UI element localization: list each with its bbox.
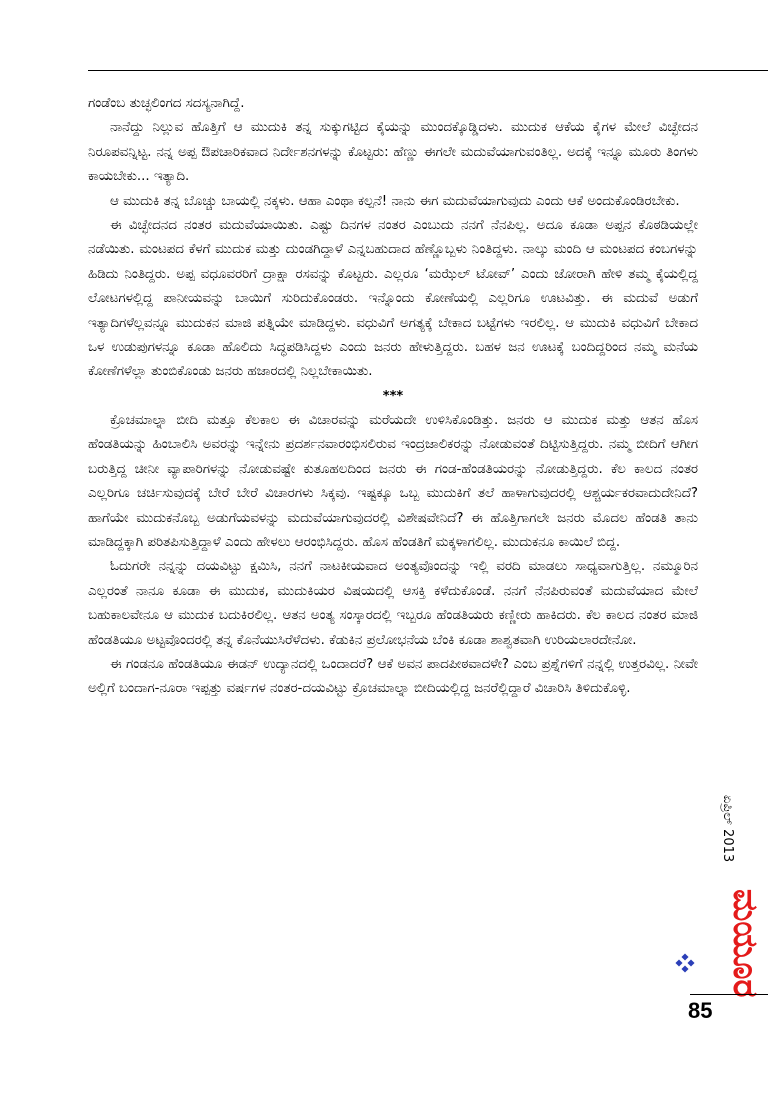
- article-paragraph-3: ಆ ಮುದುಕಿ ತನ್ನ ಬೊಚ್ಚು ಬಾಯಲ್ಲಿ ನಕ್ಕಳು. ಆಹಾ ಎಂಥಾ ಕಲ್ಪನೆ! ನಾನು ಈಗ ಮದುವೆಯಾಗುವುದು ಎಂದು ಆಕೆ ಅಂದುಕೊಂಡಿರಬೇಕು.: [110, 193, 680, 209]
- article-body: [88, 92, 698, 702]
- diamond-cluster-icon: [676, 954, 694, 972]
- diamond-bottom: [681, 965, 688, 972]
- issue-label: ಏಪ್ರಿಲ್ 2013: [720, 795, 735, 863]
- diamond-top: [681, 953, 688, 960]
- article-paragraph-2: ನಾನೆದ್ದು ನಿಲ್ಲುವ ಹೊತ್ತಿಗೆ ಆ ಮುದುಕಿ ತನ್ನ ಸುಕ್ಕುಗಟ್ಟಿದ ಕೈಯನ್ನು ಮುಂದಕ್ಕೊಡ್ಡಿದಳು. ಮುದುಕ ಆಕೆಯ ಕೈಗಳ ಮೇಲೆ ವಿಚ್ಛೇದನ ನಿರೂಪವನ್ನಿಟ್ಟ. ನನ್ನ ಅಪ್ಪ ಔಪಚಾರಿಕವಾದ ನಿರ್ದೇಶನಗಳನ್ನು ಕೊಟ್ಟರು: ಹೆಣ್ಣು ಈಗಲೇ ಮದುವೆಯಾಗುವಂತಿಲ್ಲ. ಅದಕ್ಕೆ ಇನ್ನೂ ಮೂರು ತಿಂಗಳು ಕಾಯಬೇಕು... ಇತ್ಯಾದಿ.: [88, 120, 698, 185]
- diamond-right: [687, 959, 694, 966]
- article-paragraph-4: ಈ ವಿಚ್ಛೇದನದ ನಂತರ ಮದುವೆಯಾಯಿತು. ಎಷ್ಟು ದಿನಗಳ ನಂತರ ಎಂಬುದು ನನಗೆ ನೆನಪಿಲ್ಲ. ಅದೂ ಕೂಡಾ ಅಪ್ಪನ ಕೊಠಡಿಯಲ್ಲೇ ನಡೆಯಿತು. ಮಂಟಪದ ಕೆಳಗೆ ಮುದುಕ ಮತ್ತು ದುಂಡಗಿದ್ದಾಳೆ ಎನ್ನಬಹುದಾದ ಹೆಣ್ಣೊಬ್ಬಳು ನಿಂತಿದ್ದಳು. ನಾಲ್ಕು ಮಂದಿ ಆ ಮಂಟಪದ ಕಂಬಗಳನ್ನು ಹಿಡಿದು ನಿಂತಿದ್ದರು. ಅಪ್ಪ ವಧೂವರರಿಗೆ ದ್ರಾಕ್ಷಾ ರಸವನ್ನು ಕೊಟ್ಟರು. ಎಲ್ಲರೂ ‘ಮಝೆಲ್ ಟೋವ್’ ಎಂದು ಜೋರಾಗಿ ಹೇಳಿ ತಮ್ಮ ಕೈಯಲ್ಲಿದ್ದ ಲೋಟಗಳಲ್ಲಿದ್ದ ಪಾನೀಯವನ್ನು ಬಾಯಿಗೆ ಸುರಿದುಕೊಂಡರು. ಇನ್ನೊಂದು ಕೋಣೆಯಲ್ಲಿ ಎಲ್ಲರಿಗೂ ಊಟವಿತ್ತು. ಈ ಮದುವೆ ಅಡುಗೆ ಇತ್ಯಾದಿಗಳೆಲ್ಲವನ್ನೂ ಮುದುಕನ ಮಾಜಿ ಪತ್ನಿಯೇ ಮಾಡಿದ್ದಳು. ವಧುವಿಗೆ ಅಗತ್ಯಕ್ಕೆ ಬೇಕಾದ ಬಟ್ಟೆಗಳು ಇರಲಿಲ್ಲ. ಆ ಮುದುಕಿ ವಧುವಿಗೆ ಬೇಕಾದ ಒಳ ಉಡುಪುಗಳನ್ನೂ ಕೂಡಾ ಹೊಲಿದು ಸಿದ್ಧಪಡಿಸಿದ್ದಳು ಎಂದು ಜನರು ಹೇಳುತ್ತಿದ್ದರು. ಬಹಳ ಜನ ಊಟಕ್ಕೆ ಬಂದಿದ್ದರಿಂದ ನಮ್ಮ ಮನೆಯ ಕೋಣೆಗಳೆಲ್ಲಾ ತುಂಬಿಕೊಂಡು ಜನರು ಹಜಾರದಲ್ಲಿ ನಿಲ್ಲಬೇಕಾಯಿತು.: [88, 218, 698, 380]
- diamond-left: [675, 959, 682, 966]
- section-divider: ***: [382, 388, 404, 404]
- magazine-logo: ಮಯೂರ: [725, 889, 765, 998]
- page-number: 85: [688, 998, 713, 1023]
- article-paragraph-7: ಈ ಗಂಡನೂ ಹೆಂಡತಿಯೂ ಈಡನ್ ಉದ್ಯಾನದಲ್ಲಿ ಒಂದಾದರೆ? ಆಕೆ ಅವನ ಪಾದಪೀಠವಾದಳೇ? ಎಂಬ ಪ್ರಶ್ನೆಗಳಿಗೆ ನನ್ನಲ್ಲಿ ಉತ್ತರವಿಲ್ಲ. ನೀವೇ ಅಲ್ಲಿಗೆ ಬಂದಾಗ-ನೂರಾ ಇಪ್ಪತ್ತು ವರ್ಷಗಳ ನಂತರ-ದಯವಿಟ್ಟು ಕ್ರೊಚಮಾಲ್ನಾ ಬೀದಿಯಲ್ಲಿದ್ದ ಜನರೆಲ್ಲಿದ್ದಾರೆ ವಿಚಾರಿಸಿ ತಿಳಿದುಕೊಳ್ಳಿ.: [88, 656, 698, 697]
- bottom-rule: [690, 994, 768, 995]
- article-paragraph-6: ಓದುಗರೇ ನನ್ನನ್ನು ದಯವಿಟ್ಟು ಕ್ಷಮಿಸಿ, ನನಗೆ ನಾಟಕೀಯವಾದ ಅಂತ್ಯವೊಂದನ್ನು ಇಲ್ಲಿ ವರದಿ ಮಾಡಲು ಸಾಧ್ಯವಾಗುತ್ತಿಲ್ಲ. ನಮ್ಮೂರಿನ ಎಲ್ಲರಂತೆ ನಾನೂ ಕೂಡಾ ಈ ಮುದುಕ, ಮುದುಕಿಯರ ವಿಷಯದಲ್ಲಿ ಆಸಕ್ತಿ ಕಳೆದುಕೊಂಡೆ. ನನಗೆ ನೆನಪಿರುವಂತೆ ಮದುವೆಯಾದ ಮೇಲೆ ಬಹುಕಾಲವೇನೂ ಆ ಮುದುಕ ಬದುಕಿರಲಿಲ್ಲ. ಆತನ ಅಂತ್ಯ ಸಂಸ್ಕಾರದಲ್ಲಿ ಇಬ್ಬರೂ ಹೆಂಡತಿಯರು ಕಣ್ಣೀರು ಹಾಕಿದರು. ಕೆಲ ಕಾಲದ ನಂತರ ಮಾಜಿ ಹೆಂಡತಿಯೂ ಅಟ್ಟವೊಂದರಲ್ಲಿ ತನ್ನ ಕೊನೆಯುಸಿರೆಳೆದಳು. ಕೆಡುಕಿನ ಪ್ರಲೋಭನೆಯ ಬೆಂಕಿ ಕೂಡಾ ಶಾಶ್ವತವಾಗಿ ಉರಿಯಲಾರದೇನೋ.: [88, 559, 698, 648]
- magazine-side-tab: [716, 787, 765, 998]
- article-paragraph-1: ಗಂಡೆಂಬ ತುಚ್ಛಲಿಂಗದ ಸದಸ್ಯನಾಗಿದ್ದೆ.: [88, 96, 245, 111]
- top-rule: [88, 70, 768, 71]
- article-paragraph-5: ಕ್ರೊಚಮಾಲ್ನಾ ಬೀದಿ ಮತ್ತೂ ಕೆಲಕಾಲ ಈ ವಿಚಾರವನ್ನು ಮರೆಯದೇ ಉಳಿಸಿಕೊಂಡಿತ್ತು. ಜನರು ಆ ಮುದುಕ ಮತ್ತು ಆತನ ಹೊಸ ಹೆಂಡತಿಯನ್ನು ಹಿಂಬಾಲಿಸಿ ಅವರನ್ನು ಇನ್ನೇನು ಪ್ರದರ್ಶನವಾರಂಭಿಸಲಿರುವ ಇಂದ್ರಜಾಲಿಕರನ್ನು ನೋಡುವಂತೆ ದಿಟ್ಟಿಸುತ್ತಿದ್ದರು. ನಮ್ಮ ಬೀದಿಗೆ ಆಗೀಗ ಬರುತ್ತಿದ್ದ ಚೀನೀ ವ್ಯಾಪಾರಿಗಳನ್ನು ನೋಡುವಷ್ಟೇ ಕುತೂಹಲದಿಂದ ಜನರು ಈ ಗಂಡ-ಹೆಂಡತಿಯರನ್ನು ನೋಡುತ್ತಿದ್ದರು. ಕೆಲ ಕಾಲದ ನಂತರ ಎಲ್ಲರಿಗೂ ಚರ್ಚಿಸುವುದಕ್ಕೆ ಬೇರೆ ಬೇರೆ ವಿಚಾರಗಳು ಸಿಕ್ಕವು. ಇಷ್ಟಕ್ಕೂ ಒಬ್ಬ ಮುದುಕಿಗೆ ತಲೆ ಹಾಳಾಗುವುದರಲ್ಲಿ ಆಶ್ಚರ್ಯಕರವಾದುದೇನಿದೆ? ಹಾಗೆಯೇ ಮುದುಕನೊಬ್ಬ ಅಡುಗೆಯವಳನ್ನು ಮದುವೆಯಾಗುವುದರಲ್ಲಿ ವಿಶೇಷವೇನಿದೆ? ಈ ಹೊತ್ತಿಗಾಗಲೇ ಜನರು ಮೊದಲ ಹೆಂಡತಿ ತಾನು ಮಾಡಿದ್ದಕ್ಕಾಗಿ ಪರಿತಪಿಸುತ್ತಿದ್ದಾಳೆ ಎಂದು ಹೇಳಲು ಆರಂಭಿಸಿದ್ದರು. ಹೊಸ ಹೆಂಡತಿಗೆ ಮಕ್ಕಳಾಗಲಿಲ್ಲ. ಮುದುಕನೂ ಕಾಯಿಲೆ ಬಿದ್ದ.: [88, 412, 698, 550]
